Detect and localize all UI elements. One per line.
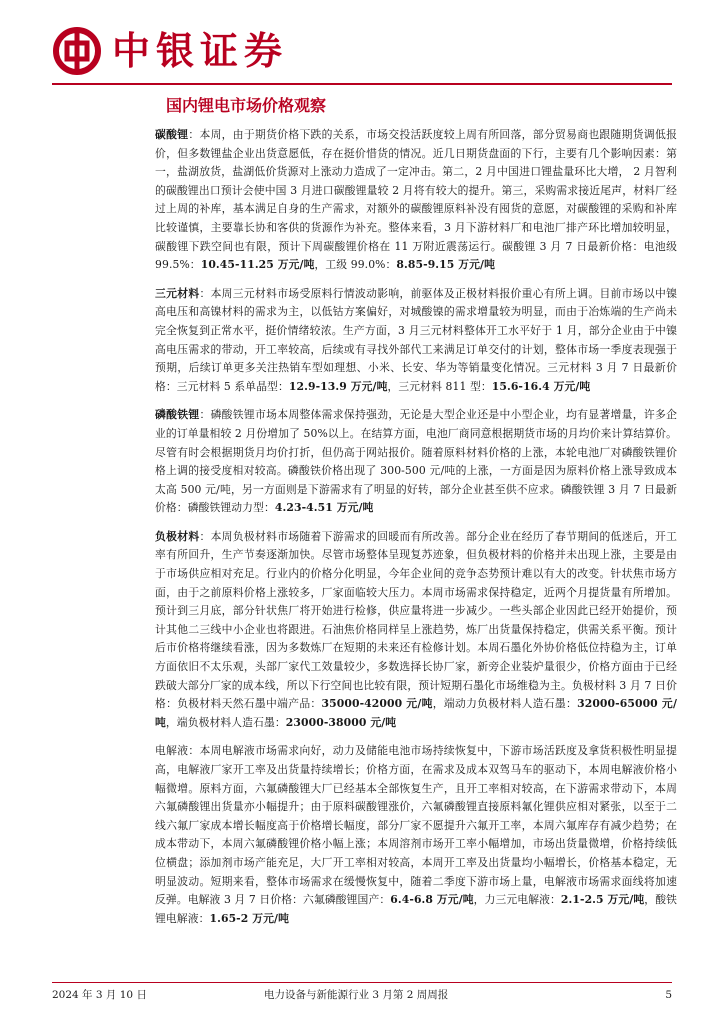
report-header	[52, 22, 672, 80]
price-value: 15.6-16.4 万元/吨	[491, 379, 591, 393]
paragraph-text: ，工级 99.0%：	[314, 258, 397, 272]
footer-divider	[52, 982, 672, 983]
report-name: 电力设备与新能源行业 3 月第 2 周周报	[264, 989, 449, 1001]
paragraph-label: 磷酸铁锂	[155, 408, 200, 422]
price-value: 1.65-2 万元/吨	[209, 911, 289, 925]
section-title: 国内锂电市场价格观察	[166, 96, 327, 115]
paragraph-lfp	[155, 406, 677, 518]
bank-of-china-logo-icon	[52, 26, 102, 76]
price-value: 12.9-13.9 万元/吨	[288, 379, 388, 393]
paragraph-text: ：本周电解液市场需求向好，动力及储能电池市场持续恢复中，下游市场活跃度及拿货积极性明显提高，电解液厂家开工率及出货量持续增长；价格方面，在需求及成本双驾马车的驱动下，本周电解液价格小幅微增。原料方面，六氟磷酸锂大厂已经基本全部恢复生产，且开工率相对较高，在下游需求带动下，本周六氟磷酸锂出货量亦小幅提升；由于原料碳酸锂涨价，六氟磷酸锂直接原料氟化锂供应相对紧张，以至于二线六氟厂家成本增长幅度高于价格增长幅度，部分厂家不愿提升六氟开工率，本周六氟库存有减少趋势；在成本带动下，本周六氟磷酸锂价格小幅上涨；本周溶剂市场开工率小幅增加，市场出货量微增，价格持续低位横盘；添加剂市场产能充足，大厂开工率相对较高，本周开工率及出货量均小幅增长，价格基本稳定，无明显波动。短期来看，整体市场需求在缓慢恢复中，随着二季度下游市场上量，电解液市场需求面线将加速反弹。电解液 3 月 7 日价格：六氟磷酸锂国产：	[155, 744, 677, 907]
paragraph-ternary-materials	[155, 285, 677, 397]
paragraph-label: 负极材料	[155, 529, 200, 543]
paragraph-text: ：本周三元材料市场受原料行情波动影响，前驱体及正极材料报价重心有所上调。目前市场以中镍高电压和高镍材料的需求为主，以低钴方案偏好，对城酸镍的需求增量较为明显，而由于冶炼端的生产尚未完全恢复到正常水平，挺价情绪较浓。生产方面，3 月三元材料整体开工水平好于 1 月，部分企业由于中镍高电压需求的带动，开工率较高，后续或有寻找外部代工来满足订单交付的计划，整体市场一季度表现强于预期，后续订单更多关注热销车型如理想、小米、长安、华为等销量变化情况。三元材料 3 月 7 日最新价格：三元材料 5 系单晶型：	[155, 286, 678, 393]
price-value: 35000-42000 元/吨	[321, 697, 433, 711]
paragraph-text: ，酸铁锂电解液：	[155, 893, 678, 925]
report-date: 2024 年 3 月 10 日	[52, 989, 147, 1001]
price-value: 23000-38000 元/吨	[285, 715, 397, 729]
header-divider	[52, 83, 672, 85]
paragraph-electrolyte	[155, 742, 677, 928]
price-value: 32000-65000 元/吨	[155, 697, 678, 729]
price-value: 2.1-2.5 万元/吨	[560, 893, 645, 907]
brand-name: 中银证券	[112, 29, 289, 73]
page-number: 5	[665, 989, 672, 1001]
page-footer	[52, 987, 672, 1003]
paragraph-label: 三元材料	[155, 286, 200, 300]
price-value: 4.23-4.51 万元/吨	[274, 501, 374, 515]
paragraph-text: ：本周，由于期货价格下跌的关系，市场交投活跃度较上周有所回落，部分贸易商也跟随期货调低报价，但多数锂盐企业出货意愿低，存在挺价惜货的情况。近几日期货盘面的下行，主要有几个影响因素：第一，盐湖放货，盐湖低价货源对上涨动力造成了一定冲击。第二，2 月中国进口锂盐量环比大增， 2 月智利的碳酸锂出口预计会使中国 3 月进口碳酸锂量较 2 月将有较大的提升。第三，采购需求接近尾声，材料厂经过上周的补库，基本满足自身的生产需求，对额外的碳酸锂原料补没有囤货的意愿，对碳酸锂的采购和补库比较谨慎，主要靠长协和客供的货源作为补充。整体来看，3 月下游材料厂和电池厂排产环比增加较明显，碳酸锂下跌空间也有限，预计下周碳酸锂价格在 11 万附近震荡运行。碳酸锂 3 月 7 日最新价格：电池级 99.5%：	[155, 128, 677, 272]
price-value: 10.45-11.25 万元/吨	[200, 258, 315, 272]
paragraph-text: ：磷酸铁锂市场本周整体需求保持强劲，无论是大型企业还是中小型企业，均有显著增量，许多企业的订单量相较 2 月份增加了 50%以上。在结算方面，电池厂商同意根据期货市场的月均价来计算结算价。尽管有时会根据期货月均价打折，但仍高于网站报价。随着原料材料价格的上涨，本轮电池厂对磷酸铁锂价格上调的接受度相对较高。磷酸铁价格出现了 300-500 元/吨的上涨，一方面是因为原料价格上涨导致成本太高 500 元/吨，另一方面则是下游需求有了明显的好转，部分企业甚至供不应求。磷酸铁锂 3 月 7 日最新价格：磷酸铁锂动力型：	[155, 408, 678, 515]
report-body	[155, 126, 677, 938]
paragraph-text: ，力三元电解液：	[473, 893, 561, 907]
paragraph-anode-materials	[155, 528, 677, 733]
paragraph-text: ：本周负极材料市场随着下游需求的回暖而有所改善。部分企业在经历了春节期间的低迷后，开工率有所回升，生产节奏逐渐加快。尽管市场整体呈现复苏迹象，但负极材料的价格并未出现上涨，主要是由于市场供应相对充足。行业内的价格分化明显，今年企业间的竞争态势预计难以有大的改变。针状焦市场方面，由于之前原料价格上涨较多，厂家面临较大压力。本周市场需求保持稳定，近两个月提货量有所增加。预计到三月底，部分针状焦厂将开始进行检修，供应量将进一步减少。一些头部企业因此已经开始提价，预计其他二三线中小企业也将跟进。石油焦价格同样呈上涨趋势，炼厂出货量保持稳定，供需关系平衡。预计后市价格将继续看涨，因为多数炼厂在短期的未来还有检修计划。本周石墨化外协价格低位持稳为主，订单方面依旧不太乐观，头部厂家代工效量较少，多数选择长协厂家，新旁企业装炉量很少，价格方面由于已经跌破大部分厂家的成本线，所以下行空间也比较有限，预计短期石墨化市场维稳为主。负极材料 3 月 7 日价格：负极材料天然石墨中端产品：	[155, 529, 678, 711]
paragraph-label: 电解液	[155, 744, 189, 758]
paragraph-text: ，端负极材料人造石墨：	[165, 715, 286, 729]
paragraph-text: ，端动力负极材料人造石墨：	[432, 697, 578, 711]
price-value: 8.85-9.15 万元/吨	[396, 258, 495, 272]
price-value: 6.4-6.8 万元/吨	[390, 893, 474, 907]
paragraph-text: ，三元材料 811 型：	[387, 379, 492, 393]
paragraph-lithium-carbonate	[155, 126, 677, 275]
paragraph-label: 碳酸锂	[155, 128, 189, 141]
